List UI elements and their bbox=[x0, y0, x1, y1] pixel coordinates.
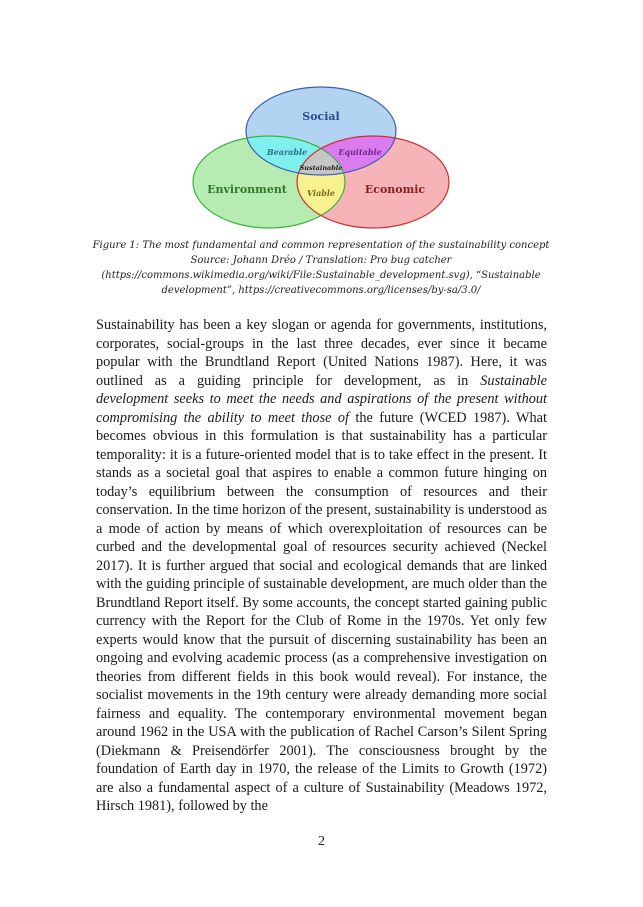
label-social: Social bbox=[302, 110, 340, 123]
caption-source: Source: Johann Dréo / Translation: Pro bug catcher bbox=[190, 255, 452, 266]
body-text-part-1: Sustainability has been a key slogan or agenda for governments, institutions, corporates, social-groups in the last three decades, ever since it became popular with the Brundtland Report (United Nations 1987). Here, it was outlined as a guiding principle for development, as in bbox=[96, 317, 547, 389]
body-text-part-2: the future (WCED 1987). What becomes obvious in this formulation is that sustainability has a particular temporality: it is a future-oriented model that is to take effect in the present. It stands as a societal goal that aspires to enable a common future hinging on today’s equilibrium between the consumption of resources and their conservation. In the time horizon of the present, sustainability is understood as a mode of action by means of which overexploitation of resources can be curbed and the developmental goal of resources security achieved (Neckel 2017). It is further argued that social and ecological demands that are linked with the guiding principle of sustainable development, are much older than the Brundtland Report itself. By some accounts, the concept started gaining public currency with the Report for the Club of Rome in the 1970s. Yet only few experts would know that the pursuit of discerning sustainability has been an ongoing and evolving academic process (as a comprehensive investigation on theories from different fields in this book would reveal). For instance, the socialist movements in the 19th century were already demanding more social fairness and equality. The contemporary environmental movement began around 1962 in the USA with the publication of Rachel Carson’s Silent Spring (Diekmann & Preisendörfer 2001). The consciousness brought by the foundation of Earth day in 1970, the release of the Limits to Growth (1972) are also a fundamental aspect of a culture of Sustainability (Meadows 1972, Hirsch 1981), followed by the bbox=[96, 409, 547, 814]
figure-caption bbox=[90, 238, 552, 298]
caption-url: (https://commons.wikimedia.org/wiki/File:Sustainable_development.svg), “Sustainable bbox=[101, 270, 541, 281]
label-environment: Environment bbox=[207, 183, 287, 196]
page-number: 2 bbox=[318, 834, 325, 849]
body-text-quote: Sustainable development seeks to meet the needs and aspirations of the present without compromising the ability to meet those of bbox=[96, 372, 547, 426]
venn-diagram bbox=[190, 84, 455, 232]
body-paragraph bbox=[96, 316, 547, 816]
label-equitable: Equitable bbox=[338, 147, 382, 157]
label-viable: Viable bbox=[306, 188, 336, 198]
caption-license: development”, https://creativecommons.org/licenses/by-sa/3.0/ bbox=[161, 285, 481, 296]
label-sustainable: Sustainable bbox=[299, 164, 343, 172]
label-economic: Economic bbox=[364, 183, 426, 196]
label-bearable: Bearable bbox=[266, 147, 308, 157]
caption-title: Figure 1: The most fundamental and common representation of the sustainability concept bbox=[92, 240, 550, 251]
